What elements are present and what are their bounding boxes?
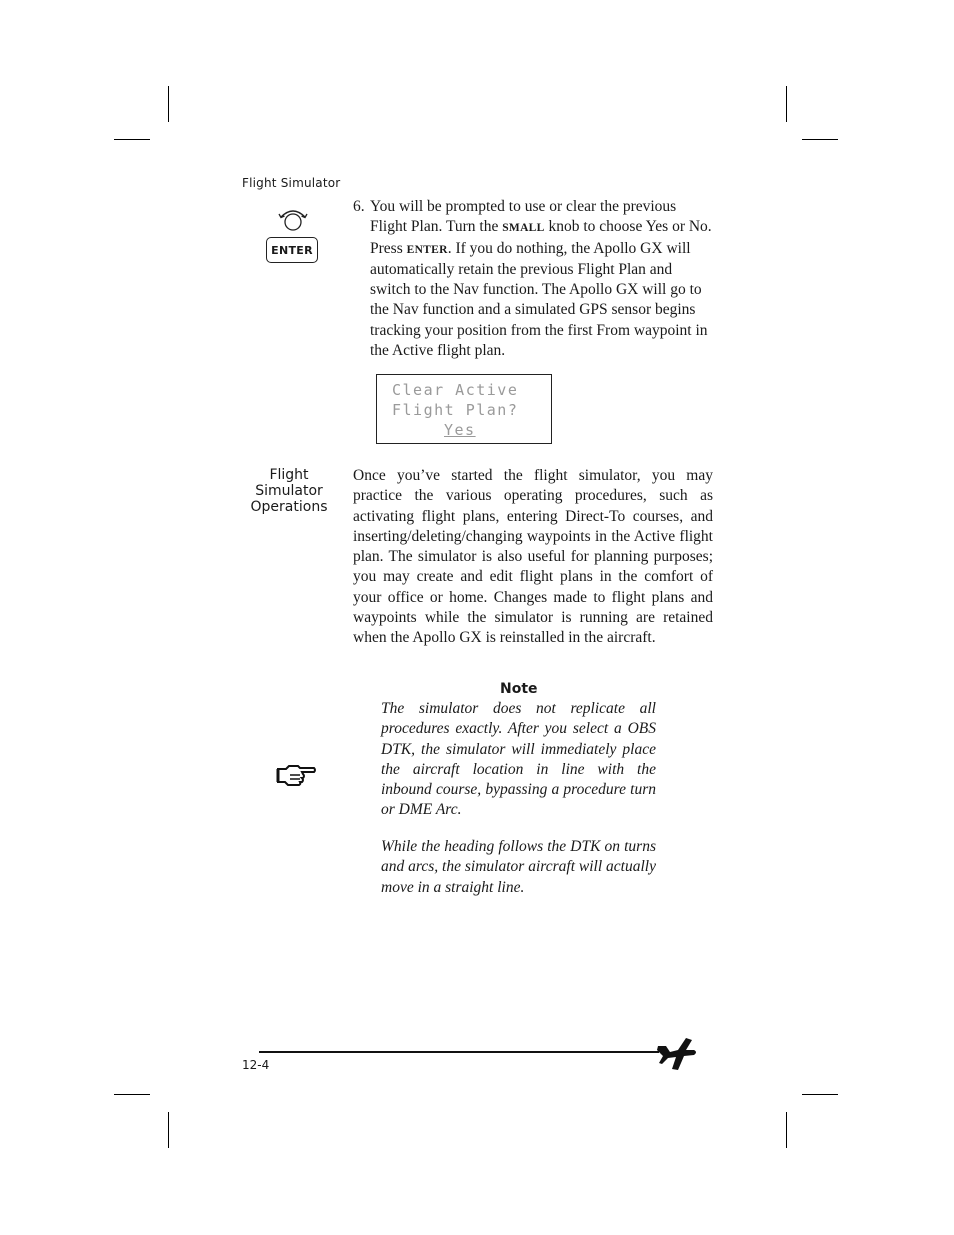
pointing-hand-icon [276,764,316,786]
crop-mark [114,139,150,140]
note-title: Note [500,681,538,697]
page-number: 12-4 [242,1058,270,1072]
running-header: Flight Simulator [242,176,341,190]
note-paragraph-2: While the heading follows the DTK on turns and arcs, the simulator aircraft will actually move in a straight line. [381,838,656,896]
crop-mark [786,86,787,122]
crop-mark [114,1094,150,1095]
lcd-line-3: Yes [444,421,476,439]
note-paragraph-1: The simulator does not replicate all procedures exactly. After you select a OBS DTK, the simulator will immediately place the aircraft location in line with the inbound course, bypassing a procedure turn or DME Arc. [381,700,656,819]
step-6-text: You will be prompted to use or clear the previous Flight Plan. Turn the SMALL knob to choose Yes or No. Press ENTER. If you do nothing, the Apollo GX will automatically retain the previous Flight Plan and switch to the Nav function. The Apollo GX will go to the Nav function and a simulated GPS sensor begins tracking your position from the first From waypoint in the Active flight plan. [370,198,712,360]
crop-mark [802,139,838,140]
section-heading: Flight Simulator Operations [250,467,328,515]
knob-icon [276,206,310,236]
lcd-screen [376,374,552,444]
step-6 [353,197,715,361]
operations-paragraph: Once you’ve started the flight simulator, you may practice the various operating procedures, such as activating flight plans, entering Direct-To courses, and inserting/deleting/changing waypoints in the Active flight plan. The simulator is also useful for planning purposes; you may create and edit flight plans in the comfort of your office or home. Changes made to flight plans and waypoints while the simulator is running are retained when the Apollo GX is reinstalled in the aircraft. [353,467,713,647]
small-key-label: SMALL [502,222,545,235]
step-number: 6. [353,198,365,215]
crop-mark [168,1112,169,1148]
airplane-icon [656,1036,698,1072]
enter-key-label: ENTER [406,243,448,256]
enter-key-icon: ENTER [266,237,318,263]
crop-mark [168,86,169,122]
footer-rule [259,1051,659,1053]
lcd-line-1: Clear Active [392,381,519,399]
lcd-line-2: Flight Plan? [392,401,519,419]
crop-mark [802,1094,838,1095]
crop-mark [786,1112,787,1148]
